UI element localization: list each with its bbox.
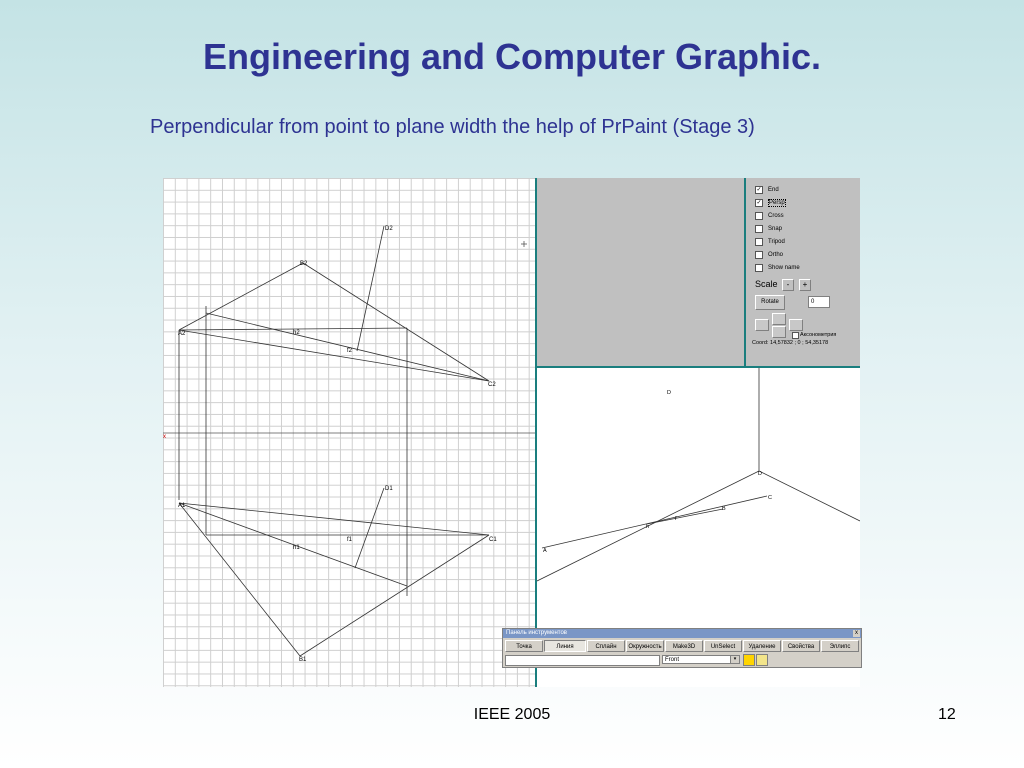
tool-line-button[interactable]: Линия — [544, 640, 586, 652]
label-c1: C1 — [489, 537, 497, 543]
label-d2: D2 — [385, 226, 393, 232]
drawing-2d-pane[interactable] — [163, 178, 535, 687]
checkbox-cross[interactable] — [755, 211, 784, 221]
checkbox-box[interactable] — [755, 251, 763, 259]
color-picker-icon[interactable] — [743, 654, 755, 666]
checkbox-box[interactable]: ✓ — [756, 187, 762, 193]
tool-properties-button[interactable]: Свойства — [782, 640, 820, 652]
checkbox-box[interactable] — [755, 225, 763, 233]
tool-panel-close-button[interactable]: x — [855, 630, 858, 636]
axonometry-checkbox[interactable] — [792, 332, 799, 339]
page-number: 12 — [938, 706, 956, 723]
label-d1: D1 — [385, 486, 393, 492]
tool-point-button[interactable]: Точка — [505, 640, 543, 652]
checkbox-label: Snap — [768, 226, 783, 232]
tool-panel — [502, 628, 862, 668]
checkbox-tripod[interactable] — [755, 237, 785, 247]
tool-spline-button[interactable]: Сплайн — [587, 640, 625, 652]
coord-readout: Coord: 14,57832 ; 0 ; 54,35178 — [752, 340, 829, 346]
nav-right-button[interactable] — [789, 319, 803, 331]
checkbox-end[interactable] — [755, 185, 779, 195]
label-a2: A2 — [178, 331, 186, 337]
checkbox-label: End — [768, 187, 779, 193]
axonometry-label: Аксонометрия — [800, 332, 837, 338]
checkbox-label: Tripod — [768, 239, 785, 245]
checkbox-label: Persp — [769, 200, 785, 206]
checkbox-snap[interactable] — [755, 224, 782, 234]
label-3d-h: h — [646, 524, 650, 530]
gray-view-pane[interactable] — [537, 178, 744, 366]
nav-left-button[interactable] — [755, 319, 769, 331]
checkbox-show-name[interactable] — [755, 263, 800, 273]
checkbox-box[interactable] — [755, 212, 763, 220]
nav-up-button[interactable] — [772, 313, 786, 325]
drawing-2d-svg — [163, 178, 535, 687]
checkbox-label: Ortho — [768, 252, 784, 258]
prpaint-window — [163, 178, 860, 687]
label-3d-a: A — [543, 548, 547, 554]
label-3d-d-top: D — [667, 390, 671, 396]
pane-divider-horizontal[interactable] — [537, 366, 860, 368]
view-select[interactable] — [662, 655, 740, 664]
checkbox-label: Show name — [768, 265, 800, 271]
slide-title-dot: . — [811, 36, 822, 77]
slide-title — [0, 36, 1024, 78]
footer-text: IEEE 2005 — [473, 706, 551, 723]
label-3d-b: B — [722, 506, 726, 512]
rotate-button[interactable]: Rotate — [755, 295, 785, 310]
label-h2: h2 — [293, 330, 300, 336]
label-b2: B2 — [300, 261, 308, 267]
checkbox-box[interactable] — [755, 264, 763, 272]
scale-minus-button[interactable]: - — [782, 279, 794, 291]
label-3d-f: f — [675, 516, 677, 522]
checkbox-box[interactable]: ✓ — [756, 200, 762, 206]
chevron-down-icon[interactable]: ▾ — [730, 656, 739, 663]
tool-command-input[interactable] — [505, 655, 660, 666]
rotate-value-input[interactable]: 0 — [808, 296, 830, 308]
scale-plus-button[interactable]: + — [799, 279, 811, 291]
label-b1: B1 — [299, 657, 307, 663]
control-panel — [746, 178, 860, 366]
slide-title-text: Engineering and Computer Graphic — [202, 36, 812, 77]
label-f1: f1 — [347, 537, 353, 543]
tool-unselect-button[interactable]: UnSelect — [704, 640, 742, 652]
label-3d-d: D — [758, 471, 762, 477]
view-select-value: Front — [665, 657, 680, 663]
label-c2: C2 — [488, 382, 496, 388]
tool-make3d-button[interactable]: Make3D — [665, 640, 703, 652]
slide-subtitle: Perpendicular from point to plane width the help of PrPaint (Stage 3) — [150, 116, 755, 138]
tool-ellipse-button[interactable]: Эллипс — [821, 640, 859, 652]
tool-circle-button[interactable]: Окружность — [626, 640, 664, 652]
checkbox-ortho[interactable] — [755, 250, 783, 260]
label-x: x — [163, 434, 166, 440]
label-3d-c: C — [768, 495, 772, 501]
checkbox-box[interactable] — [755, 238, 763, 246]
label-a1: A1 — [178, 503, 186, 509]
label-f2: f2 — [347, 348, 353, 354]
tool-panel-title[interactable]: Панель инструментов — [503, 629, 861, 638]
nav-down-button[interactable] — [772, 326, 786, 338]
palette-icon[interactable] — [756, 654, 768, 666]
checkbox-persp[interactable] — [755, 198, 786, 208]
label-h1: h1 — [293, 545, 300, 551]
checkbox-label: Cross — [768, 213, 784, 219]
scale-label: Scale — [755, 279, 778, 289]
tool-delete-button[interactable]: Удаление — [743, 640, 781, 652]
